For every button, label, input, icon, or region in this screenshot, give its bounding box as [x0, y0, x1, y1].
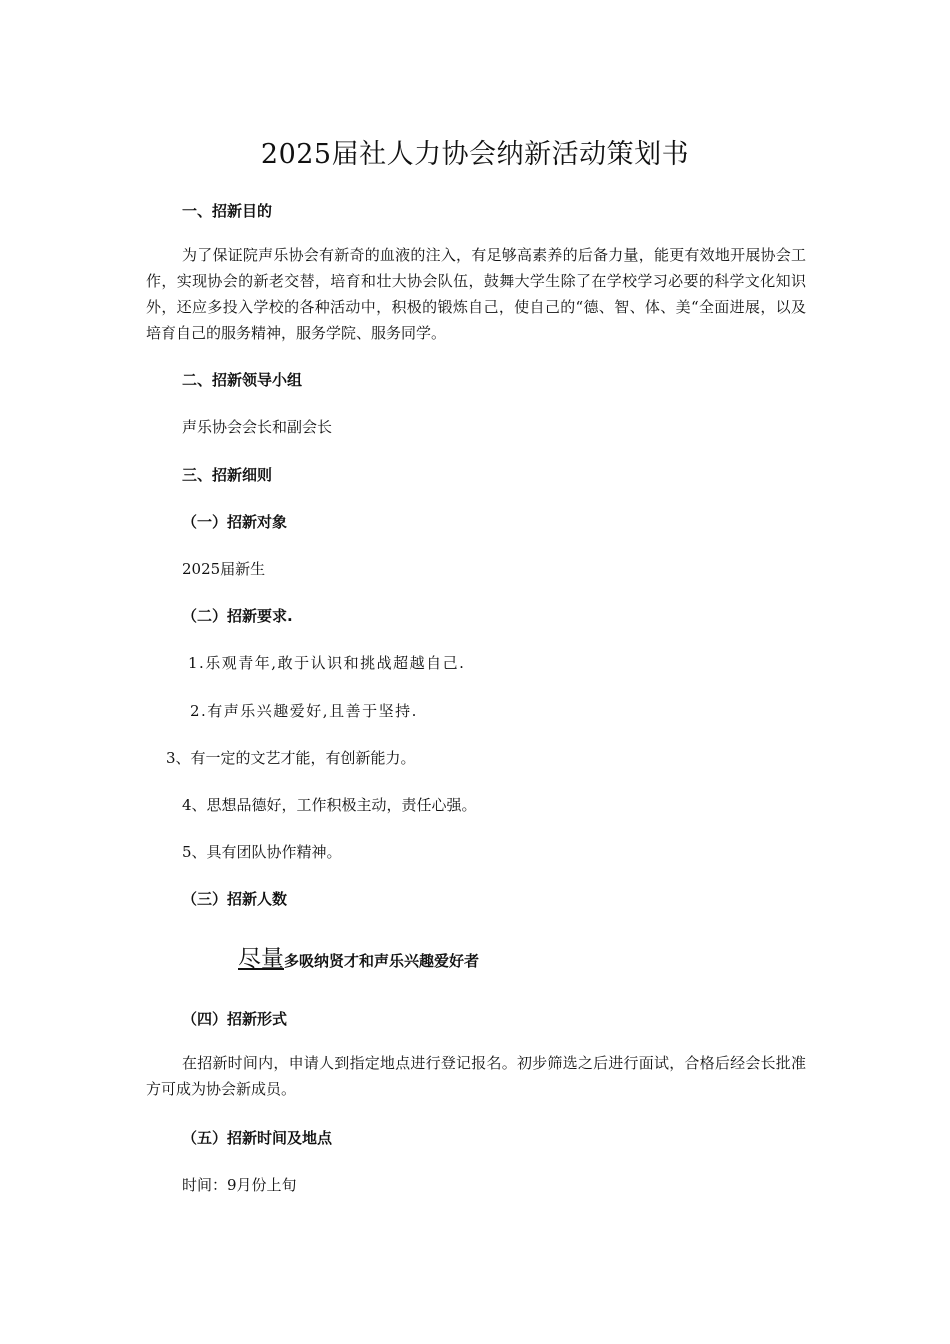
section-heading-rules: 三、招新细则	[182, 466, 273, 484]
purpose-paragraph: 为了保证院声乐协会有新奇的血液的注入，有足够高素养的后备力量，能更有效地开展协会工作，实现协会的新老交替，培育和壮大协会队伍，鼓舞大学生除了在学校学习必要的科学文化知识外，还应多投入学校的各种活动中，积极的锻炼自己，使自己的“德、智、体、美“全面进展，以及培育自己的服务精神，服务学院、服务同学。	[146, 246, 806, 342]
subheading-time-place: （五）招新时间及地点	[182, 1129, 333, 1147]
requirement-item: 1.乐观青年,敢于认识和挑战超越自己.	[188, 654, 466, 672]
section-heading-purpose: 一、招新目的	[182, 202, 273, 220]
subheading-target: （一）招新对象	[182, 513, 288, 531]
subheading-number: （三）招新人数	[182, 890, 288, 908]
section-heading-leadership: 二、招新领导小组	[182, 371, 303, 389]
requirement-item: 2.有声乐兴趣爱好,且善于坚持.	[190, 702, 418, 720]
number-emphasis: 尽量	[238, 946, 284, 972]
target-text: 2025届新生	[182, 560, 266, 578]
form-paragraph: 在招新时间内，申请人到指定地点进行登记报名。初步筛选之后进行面试，合格后经会长批准方可成为协会新成员。	[146, 1054, 806, 1098]
requirement-item: 5、具有团队协作精神。	[182, 843, 342, 861]
number-text	[238, 940, 479, 973]
document-title: 2025届社人力协会纳新活动策划书	[260, 139, 690, 170]
requirement-item: 3、有一定的文艺才能，有创新能力。	[166, 749, 416, 767]
subheading-requirements: （二）招新要求.	[182, 607, 293, 625]
time-text: 时间：9月份上旬	[182, 1176, 297, 1194]
requirement-item: 4、思想品德好，工作积极主动，责任心强。	[182, 796, 477, 814]
subheading-form: （四）招新形式	[182, 1010, 288, 1028]
leadership-text: 声乐协会会长和副会长	[182, 418, 333, 436]
number-rest: 多吸纳贤才和声乐兴趣爱好者	[284, 952, 480, 970]
